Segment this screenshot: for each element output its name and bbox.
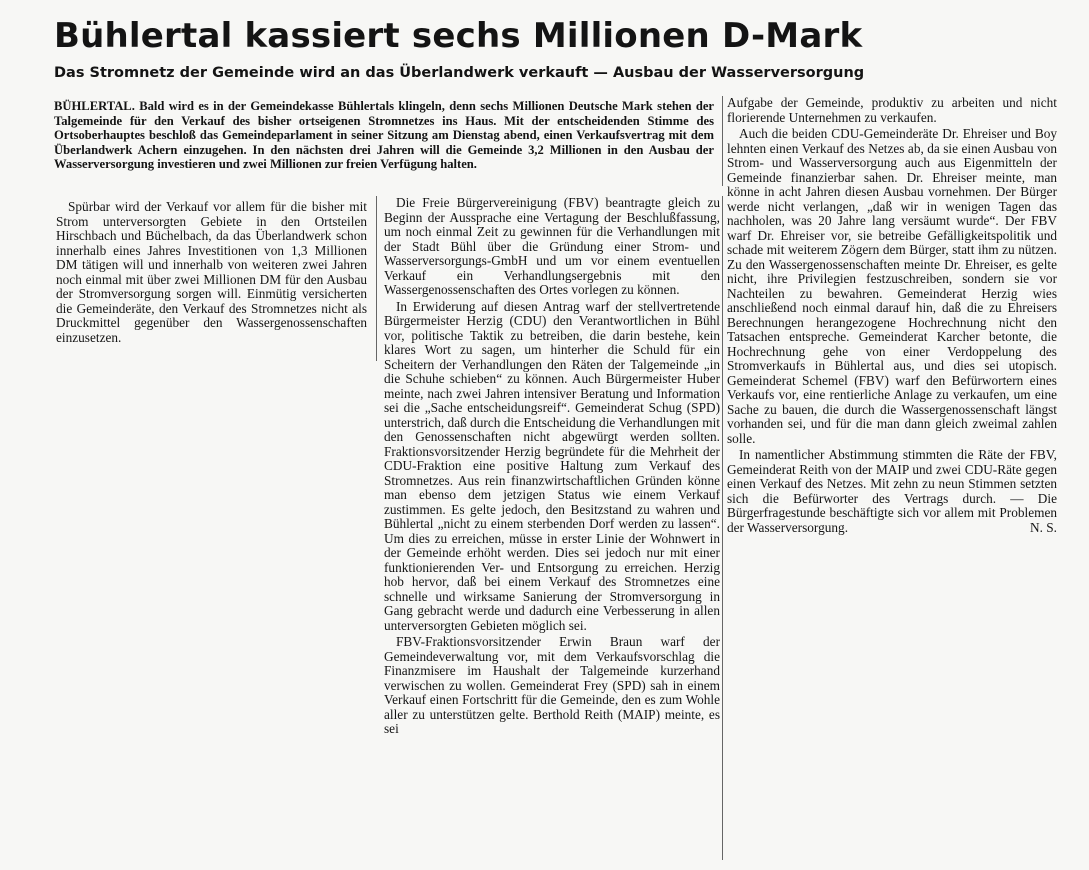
- subheadline: Das Stromnetz der Gemeinde wird an das Überlandwerk verkauft — Ausbau der Wasserversorgung: [54, 65, 865, 81]
- column-2: [384, 196, 720, 737]
- headline: Bühlertal kassiert sechs Millionen D-Mark: [54, 16, 863, 56]
- author-signature: N. S.: [1030, 519, 1057, 535]
- body-paragraph: Spürbar wird der Verkauf vor allem für die bisher mit Strom unterversorgten Gebiete in den Ortsteilen Hirschbach und Büchelbach, da das Überlandwerk schon innerhalb eines Jahres Investitionen von 1,3 Millionen DM tätigen will und innerhalb von weiteren zwei Jahren noch einmal mit über zwei Millionen DM für den Ausbau der Stromversorgung sorgen will. Einmütig versicherten die Gemeinderäte, den Verkauf des Stromnetzes nicht als Druckmittel gegenüber den Wassergenossenschaften einzusetzen.: [56, 199, 367, 345]
- column-1: [56, 200, 367, 345]
- column-3: [727, 96, 1057, 535]
- column-divider-2: [722, 196, 723, 860]
- body-paragraph-final: [727, 448, 1057, 535]
- body-paragraph: Aufgabe der Gemeinde, produktiv zu arbeiten und nicht florierende Unternehmen zu verkaufen.: [727, 95, 1057, 125]
- column-divider-1: [376, 196, 377, 361]
- body-paragraph: In Erwiderung auf diesen Antrag warf der stellvertretende Bürgermeister Herzig (CDU) den Verantwortlichen in Bühl vor, politische Taktik zu betreiben, die darin bestehe, kein klares Wort zu sagen, um hinterher die Schuld für ein Scheitern der Verhandlungen den Räten der Talgemeinde „in die Schuhe schieben“ zu können. Auch Bürgermeister Huber meinte, nach zwei Jahren intensiver Beratung und Information sei die „Sache entscheidungsreif“. Gemeinderat Schug (SPD) unterstrich, daß durch die Entscheidung die Verhandlungen mit den Genossenschaften nicht abgewürgt werden sollten. Fraktionsvorsitzender Herzig begründete für die Mehrheit der CDU-Fraktion eine positive Haltung zum Verkauf des Stromnetzes. Aus rein finanzwirtschaftlichen Gründen könne man ebenso dem jetzigen Status wie einem Verkauf zustimmen. Es gelte jedoch, den Besitzstand zu wahren und Bühlertal „nicht zu einem sterbenden Dorf werden zu lassen“. Um dies zu erreichen, müsse in erster Linie der Wohnwert in der Gemeinde erhöht werden. Dies sei jedoch nur mit einer funktionierenden Ver- und Entsorgung zu erreichen. Herzig hob hervor, daß bei einem Verkauf des Stromnetzes eine schnelle und wirksame Sanierung der Stromversorgung in Gang gebracht werde und dadurch eine Verbesserung in allen unterversorgten Gebieten möglich sei.: [384, 298, 720, 633]
- lead-paragraph: BÜHLERTAL. Bald wird es in der Gemeindekasse Bühlertals klingeln, denn sechs Millionen Deutsche Mark stehen der Talgemeinde für den Verkauf des bisher ortseigenen Stromnetzes ins Haus. Mit der entscheidenden Stimme des Ortsoberhauptes beschloß das Gemeindeparlament in seiner Sitzung am Dienstag abend, einen Verkaufsvertrag mit dem Überlandwerk Achern einzugehen. In den nächsten drei Jahren will die Gemeinde 3,2 Millionen in den Ausbau der Wasserversorgung investieren und zwei Millionen zur freien Verfügung halten.: [54, 99, 714, 172]
- body-paragraph: FBV-Fraktionsvorsitzender Erwin Braun warf der Gemeindeverwaltung vor, mit dem Verkaufsvorschlag die Finanzmisere im Haushalt der Talgemeinde kurzerhand verwischen zu wollen. Gemeinderat Frey (SPD) sah in einem Verkauf einen Fortschritt für die Gemeinde, den es zum Wohle aller zu unterstützen gelte. Berthold Reith (MAIP) meinte, es sei: [384, 634, 720, 736]
- column-divider-lead: [722, 96, 723, 186]
- body-paragraph: Auch die beiden CDU-Gemeinderäte Dr. Ehreiser und Boy lehnten einen Verkauf des Netzes ab, da sie einen Ausbau von Strom- und Wasserversorgung auch aus Eigenmitteln der Gemeinde finanzierbar sahen. Dr. Ehreiser meinte, man könne in acht Jahren diesen Ausbau vornehmen. Der Bürger werde nicht verlangen, „daß wir in wenigen Tagen das nachholen, was 20 Jahre lang versäumt wurde“. Der FBV warf Dr. Ehreiser vor, sie betreibe Gefälligkeitspolitik und schade mit weiterem Zögern dem Bürger, statt ihm zu nützen. Zu den Wassergenossenschaften meinte Dr. Ehreiser, es gelte nicht, ihre Privilegien festzuschreiben, sondern sie vor Nachteilen zu bewahren. Gemeinderat Herzig wies anschließend noch einmal darauf hin, daß die zu Ehreisers Berechnungen herangezogene Hochrechnung nicht den Tatsachen entspreche. Gemeinderat Karcher betonte, die Hochrechnung gehe von einer Verdoppelung des Stromverkaufs in Bühlertal aus, und dies sei utopisch. Gemeinderat Schemel (FBV) warf den Befürwortern eines Verkaufs vor, eine rentierliche Anlage zu verkaufen, um eine Sache zu bauen, die durch die Wassergenossenschaft längst vorhanden sei, und für die man dann gleich zweimal zahlen solle.: [727, 126, 1057, 446]
- final-paragraph-text: In namentlicher Abstimmung stimmten die Räte der FBV, Gemeinderat Reith von der MAIP und zwei CDU-Räte gegen einen Verkauf des Netzes. Mit zehn zu neun Stimmen setzten sich die Befürworter des Vertrags durch. — Die Bürgerfragestunde beschäftigte sich vor allem mit Problemen der Wasserversorgung.: [727, 447, 1057, 535]
- body-paragraph: Die Freie Bürgervereinigung (FBV) beantragte gleich zu Beginn der Aussprache eine Vertagung der Beschlußfassung, um noch einmal Zeit zu gewinnen für die Verhandlungen mit der Stadt Bühl über die Gründung einer Strom- und Wasserversorgungs-GmbH und um vor einem eventuellen Verkauf ein Verhandlungsergebnis mit den Wassergenossenschaften des Ortes vorlegen zu können.: [384, 195, 720, 297]
